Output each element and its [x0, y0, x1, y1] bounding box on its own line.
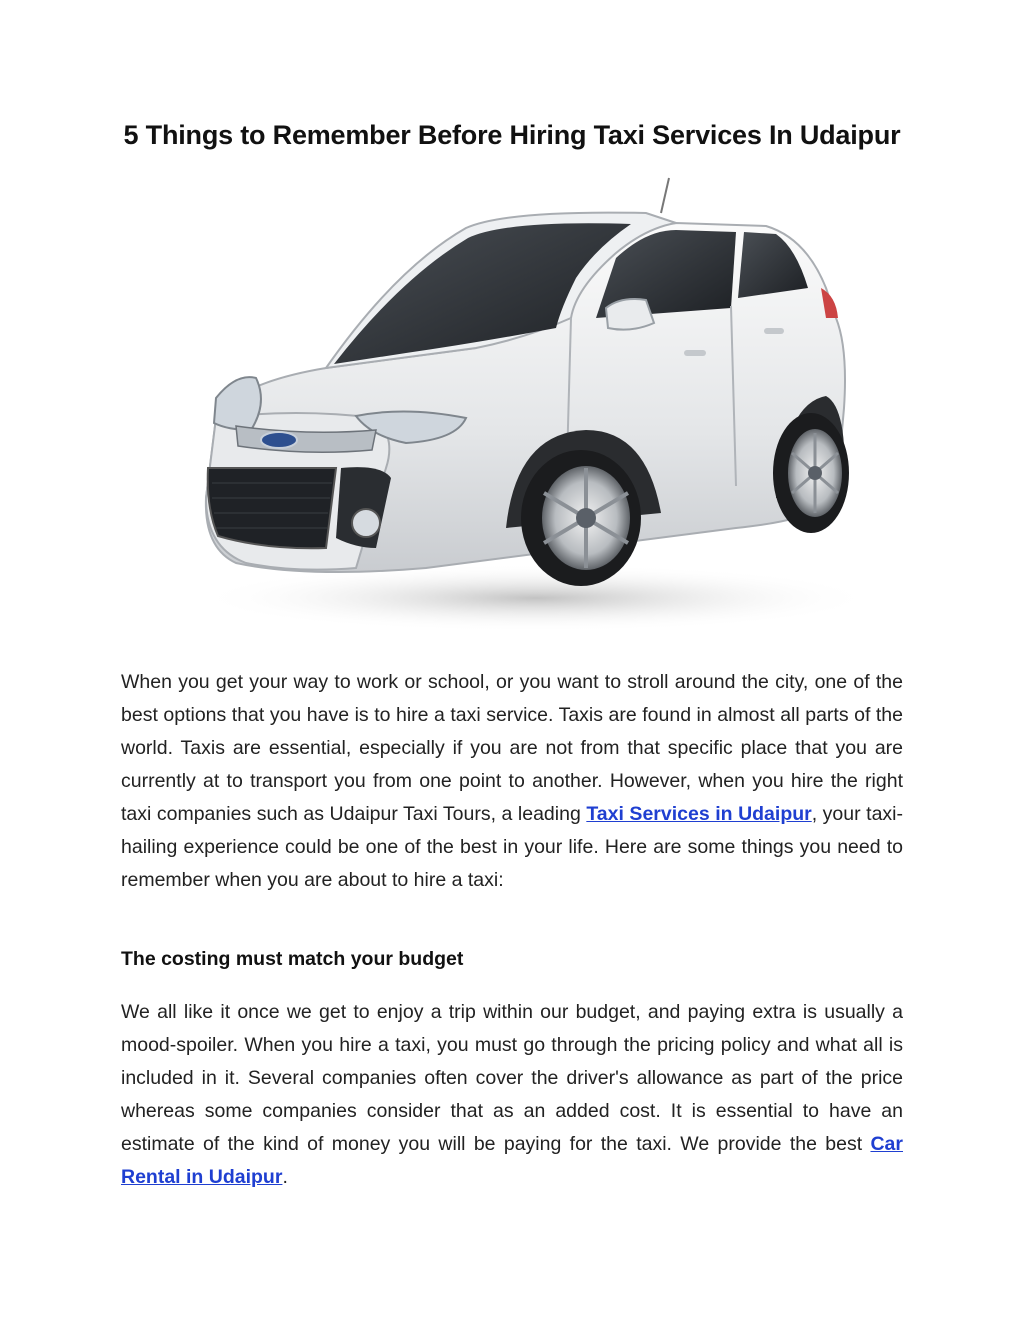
taxi-services-link[interactable]: Taxi Services in Udaipur [586, 803, 812, 825]
section-heading: The costing must match your budget [121, 948, 464, 970]
car-rental-link[interactable]: Car Rental in Udaipur [121, 1133, 903, 1188]
article-title: 5 Things to Remember Before Hiring Taxi Services In Udaipur [123, 120, 901, 150]
budget-text-end: . [282, 1166, 288, 1188]
car-photo [176, 168, 896, 638]
intro-paragraph [121, 666, 903, 897]
budget-text-start: We all like it once we get to enjoy a trip within our budget, and paying extra is usually a mood-spoiler. When you hire a taxi, you must go through the pricing policy and what all is included in it. Several companies often cover the driver's allowance as part of the price whereas some companies consider that as an added cost. It is essential to have an estimate of the kind of money you will be paying for the taxi. We provide the best [121, 1001, 903, 1155]
budget-paragraph [121, 996, 903, 1194]
intro-text-end: , your taxi-hailing experience could be one of the best in your life. Here are some things you need to remember when you are about to hire a taxi: [121, 803, 903, 891]
intro-text-start: When you get your way to work or school, or you want to stroll around the city, one of the best options that you have is to hire a taxi service. Taxis are found in almost all parts of the world. Taxis are essential, especially if you are not from that specific place that you are currently at to transport you from one point to another. However, when you hire the right taxi companies such as Udaipur Taxi Tours, a leading [121, 671, 903, 825]
